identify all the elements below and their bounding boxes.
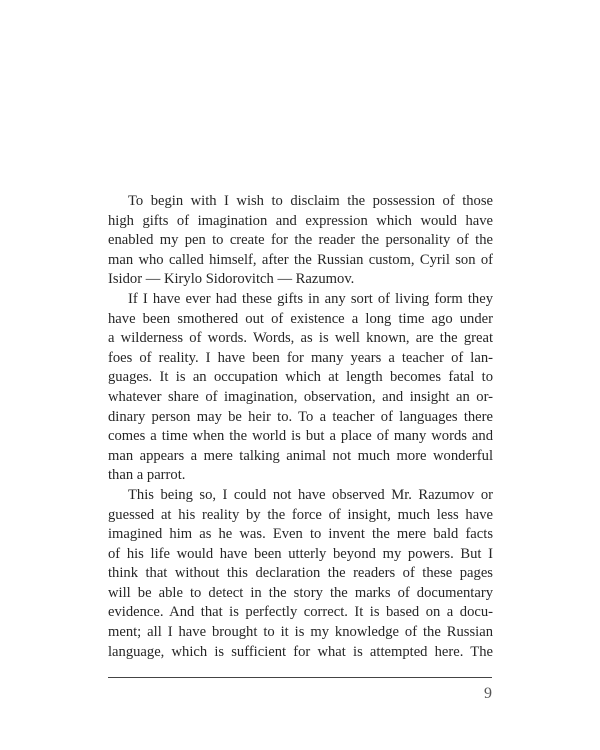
paragraph-1 — [108, 192, 493, 290]
text-line: If I have ever had these gifts in any sort of living form they — [128, 290, 493, 307]
body-text — [108, 192, 493, 662]
text-line: a wilderness of words. Words, as is well known, are the great — [108, 330, 493, 347]
text-line: of his life would have been utterly beyond my powers. But I — [108, 545, 493, 562]
text-line: This being so, I could not have observed Mr. Razumov or — [128, 486, 493, 503]
text-line: dinary person may be heir to. To a teacher of languages there — [108, 408, 493, 425]
text-line: Isidor — Kirylo Sidorovitch — Razumov. — [108, 271, 355, 288]
text-line: guessed at his reality by the force of insight, much less have — [108, 506, 493, 523]
paragraph-3 — [108, 486, 493, 662]
text-line: whatever share of imagination, observation, and insight an or- — [108, 388, 493, 405]
text-line: ment; all I have brought to it is my knowledge of the Russian — [108, 624, 493, 641]
text-line: comes a time when the world is but a place of many words and — [108, 428, 493, 445]
text-line: language, which is sufficient for what is attempted here. The — [108, 643, 493, 660]
text-line: enabled my pen to create for the reader the personality of the — [108, 232, 493, 249]
text-line: than a parrot. — [108, 467, 186, 484]
text-line: guages. It is an occupation which at length becomes fatal to — [108, 369, 493, 386]
text-line: foes of reality. I have been for many years a teacher of lan- — [108, 349, 493, 366]
text-line: high gifts of imagination and expression which would have — [108, 212, 493, 229]
footer-rule — [108, 677, 492, 678]
text-line: man appears a mere talking animal not much more wonderful — [108, 447, 493, 464]
text-line: have been smothered out of existence a long time ago under — [108, 310, 493, 327]
page-number: 9 — [484, 685, 492, 702]
text-line: will be able to detect in the story the marks of documentary — [108, 584, 493, 601]
text-line: man who called himself, after the Russian custom, Cyril son of — [108, 251, 493, 268]
text-line: think that without this declaration the readers of these pages — [108, 565, 493, 582]
text-line: imagined him as he was. Even to invent the mere bald facts — [108, 526, 493, 543]
paragraph-2 — [108, 290, 493, 486]
text-line: evidence. And that is perfectly correct. It is based on a docu- — [108, 604, 493, 621]
text-line: To begin with I wish to disclaim the possession of those — [128, 193, 493, 209]
